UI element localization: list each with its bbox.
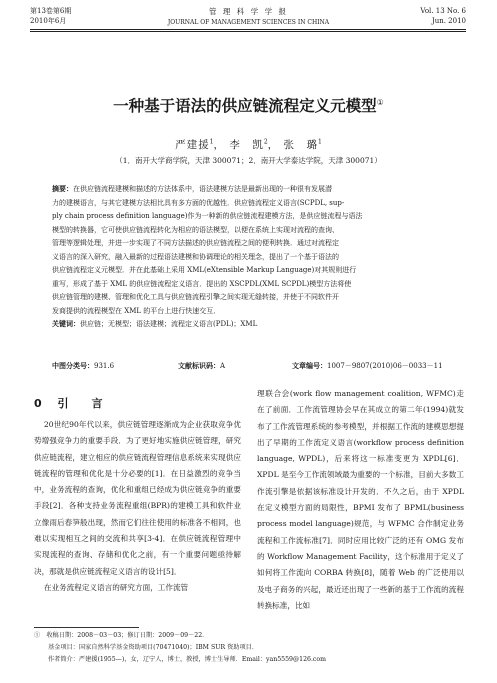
abstract-line: 供应链流程定义元模型．并在此基础上采用 XML(eXtensible Markup Language)对其规则进行 (52, 266, 357, 274)
paper-title: 一种基于语法的供应链流程定义元模型① (113, 97, 384, 115)
author-affil-mark: 1 (318, 138, 322, 146)
article-number: 文章编号：1007－9807(2010)06－0033－11 (292, 362, 443, 370)
author-affil-mark: 1 (209, 138, 214, 146)
keywords-label: 关键词： (52, 320, 80, 328)
abstract-line: 管理等逻辑处理，并进一步实现了不同方法描述的供应链流程之间的便利转换．通过对流程定 (52, 239, 339, 247)
abstract-line: 力的建模语言，与其它建模方法相比具有多方面的优越性．供应链流程定义语言(SCPDL, sup- (52, 198, 345, 207)
abstract-line: 义语言的深入研究，融入最新的过程语法建模和协调理论的相关理念，提出了一个基于语法的 (52, 252, 339, 261)
footnote-rule (34, 627, 139, 628)
abstract-line: 重写，形成了基于 XML 的供应链流程定义语言．提出的 XSCPDL(XML SCPDL)模型方法将使 (52, 279, 352, 288)
author-affil-mark: 2 (263, 138, 268, 146)
section-heading: 0 引 言 (34, 397, 109, 410)
paragraph: 20世纪90年代以来，供应链管理逐渐成为企业获取竞争优势增强竞争力的重要手段．为了更好地实施供应链管理，研究供应链流程，建立相应的供应链流程管理信息系统来实现供应链流程的管理和优化是十分必要的[1]．在日益激烈的竞争当中，业务流程的查询，优化和重组已经成为供应链竞争的重要手段[2]．各种支持业务流程重组(BPR)的建模工具和软件业立像雨后春笋般出现，然而它们往往使用的标准各不相同，也难以实现相互之间的交流和共享[3-4]．在供应链流程管理中实现流程的查询、存储和优化之前，有一个重要问题亟待解决，那就是供应链流程定义语言的设计[5]． (34, 420, 241, 576)
keywords-line (52, 318, 448, 332)
paragraph: 理联合会(work flow management coalition, WFMC)走在了前面．工作流管理协会早在其成立的第二年(1994)就发布了工作流管理系统的参考模型，并根据工作流的建模思想提出了早期的工作流定义语言(workflow process definition language, WPDL)，后来将这一标准变更为 XPDL[6]．XPDL 是至今工作流领域最为重要的一个标准，目前大多数工作流引擎是依据该标准设计开发的．不久之后，由于 XPDL 在定义模型方面的局限性，BPMI 发布了 BPML(business process model language)规范，与 WFMC 合作制定业务流程和工作流标准[7]．同时应用比较广泛的还有 OMG 发布的 Workflow Management Facility，这个标准用于定义了如何将工作流向 CORBA 转换[8]，随着 Web 的广泛使用以及电子商务的兴起，最近还出现了一些新的基于工作流的流程转换标准，比如 (257, 389, 464, 610)
paragraph: 在业务流程定义语言的研究方面，工作流管 (43, 582, 189, 592)
header-rule-thin (30, 31, 466, 32)
abstract-label: 摘要： (52, 185, 73, 193)
author-name: 严建援 (175, 139, 210, 151)
author-list: 严建援$^1$， 李 凯$^2$， 张 璐$^1$ (175, 138, 322, 151)
author-name: 李 凯 (229, 139, 264, 151)
title-footnote-mark: ① (376, 97, 384, 107)
footnote-author-bio: 作者简介：严建援(1955—)，女，辽宁人，博士，教授，博士生导师．Email：yan5559@126.com (48, 656, 326, 663)
affiliation: （1．南开大学商学院，天津 300071；2．南开大学泰达学院，天津 300071） (115, 156, 382, 165)
header-rule (30, 29, 466, 30)
keywords-text: 供应链；无模型；语法建模；流程定义语言(PDL)；XML (80, 320, 258, 328)
footnote-received: ① 收稿日期：2008－03－03；修订日期：2009－09－22． (34, 632, 209, 639)
header-date-cn: 2010年6月 (30, 17, 67, 25)
abstract-line: 模型的转换器，它可使供应链流程转化为相应的语法模型，以便在系统上实现对流程的查询、 (52, 225, 339, 234)
abstract-line: 摘要：在供应链流程建模和描述的方法体系中，语法建模方法是最新出现的一种很有发展潜 (52, 185, 332, 193)
header-journal-cn: 管 理 科 学 学 报 (209, 7, 288, 16)
header-volume-cn: 第13卷第6期 (30, 7, 72, 15)
abstract (52, 183, 448, 332)
abstract-line: 供应链管理的建模、管理和优化工具与供应链流程引擎之间实现无缝转接，并使于不同软件开 (52, 293, 339, 301)
left-column (34, 417, 241, 596)
document-code: 文献标识码：A (178, 362, 226, 370)
right-column (257, 386, 464, 614)
abstract-line: 发商提供的流程模型在 XML 的平台上进行快速交互． (52, 306, 221, 315)
clc-number: 中图分类号：931.6 (52, 362, 115, 370)
header-volume-en: Vol. 13 No. 6 (420, 7, 466, 15)
header-journal-en: JOURNAL OF MANAGEMENT SCIENCES IN CHINA (167, 19, 330, 26)
abstract-line: ply chain process definition language)作为一种新的供应链流程建模方法，是供应链流程与语法 (52, 212, 363, 220)
header-date-en: Jun. 2010 (431, 17, 466, 25)
footnote-funding: 基金项目：国家自然科学基金资助项目(70471040)；IBM SUR 资助项目． (48, 644, 259, 651)
author-name: 张 璐 (283, 139, 318, 151)
